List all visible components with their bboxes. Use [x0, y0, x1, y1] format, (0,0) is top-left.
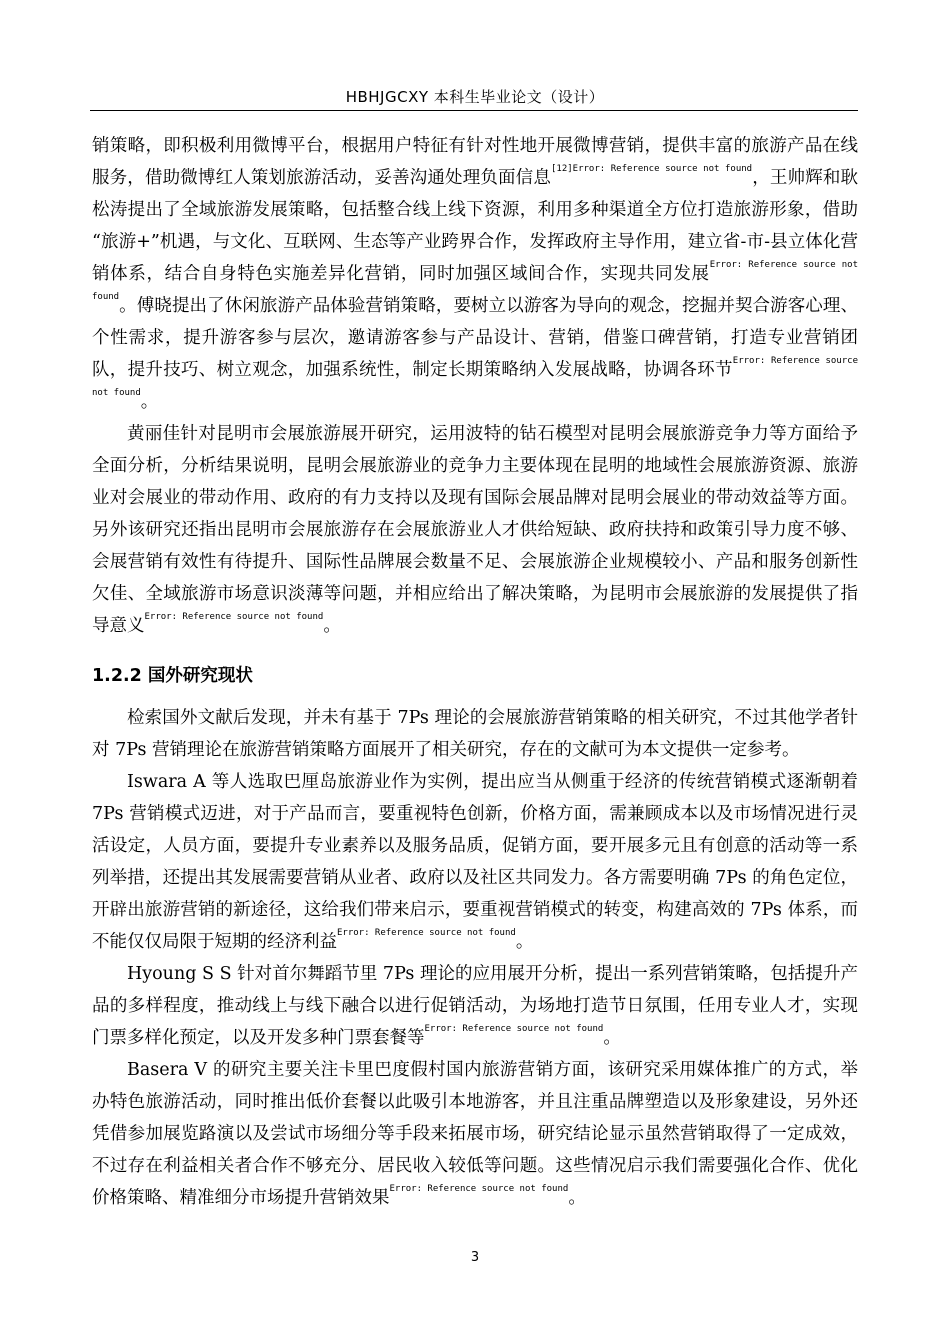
document-body	[92, 130, 858, 1214]
paragraph-text: 黄丽佳针对昆明市会展旅游展开研究，运用波特的钻石模型对昆明会展旅游竞争力等方面给予全面分析，分析结果说明，昆明会展旅游业的竞争力主要体现在昆明的地域性会展旅游资源、旅游业对会展业的带动作用、政府的有力支持以及现有国际会展品牌对昆明会展业的带动效益等方面。另外该研究还指出昆明市会展旅游存在会展旅游业人才供给短缺、政府扶持和政策引导力度不够、会展营销有效性有待提升、国际性品牌展会数量不足、会展旅游企业规模较小、产品和服务创新性欠佳、全域旅游市场意识淡薄等问题，并相应给出了解决策略，为昆明市会展旅游的发展提供了指导意义	[92, 424, 858, 636]
paragraph-text: Iswara A 等人选取巴厘岛旅游业作为实例，提出应当从侧重于经济的传统营销模式逐渐朝着 7Ps 营销模式迈进，对于产品而言，要重视特色创新，价格方面，需兼顾成本以及市场情况进行灵活设定，人员方面，要提升专业素养以及服务品质，促销方面，要开展多元且有创意的活动等一系列举措，还提出其发展需要营销从业者、政府以及社区共同发力。各方需要明确 7Ps 的角色定位，开辟出旅游营销的新途径，这给我们带来启示，要重视营销模式的转变，构建高效的 7Ps 体系，而不能仅仅局限于短期的经济利益	[92, 772, 858, 952]
paragraph-5	[92, 958, 858, 1054]
paragraph-3	[92, 702, 858, 766]
paragraph-1	[92, 130, 858, 418]
paragraph-text: 。傅晓提出了休闲旅游产品体验营销策略，要树立以游客为导向的观念，挖掘并契合游客心理、个性需求，提升游客参与层次，邀请游客参与产品设计、营销，借鉴口碑营销，打造专业营销团队，提升技巧、树立观念，加强系统性，制定长期策略纳入发展战略，协调各环节	[92, 296, 858, 380]
paragraph-text: Hyoung S S 针对首尔舞蹈节里 7Ps 理论的应用展开分析，提出一系列营销策略，包括提升产品的多样程度，推动线上与线下融合以进行促销活动，为场地打造节日氛围，任用专业人才，实现门票多样化预定，以及开发多种门票套餐等	[92, 964, 858, 1048]
paragraph-4	[92, 766, 858, 958]
citation-reference: Error: Reference source not found	[337, 928, 516, 938]
page-header: HBHJGCXY 本科生毕业论文（设计）	[345, 88, 605, 106]
citation-reference: Error: Reference source not found	[389, 1184, 569, 1194]
citation-reference: [12]Error: Reference source not found	[550, 164, 753, 174]
citation-reference: Error: Reference source not found	[144, 612, 324, 622]
citation-reference: Error: Reference source not found	[92, 260, 858, 302]
paragraph-text: ，王帅辉和耿松涛提出了全域旅游发展策略，包括整合线上线下资源，利用多种渠道全方位打造旅游形象，借助 “旅游+”机遇，与文化、互联网、生态等产业跨界合作，发挥政府主导作用，建立省-市-县立体化营销体系，结合自身特色实施差异化营销，同时加强区域间合作，实现共同发展	[92, 168, 859, 284]
paragraph-text: Basera V 的研究主要关注卡里巴度假村国内旅游营销方面，该研究采用媒体推广的方式，举办特色旅游活动，同时推出低价套餐以此吸引本地游客，并且注重品牌塑造以及形象建设，另外还凭借参加展览路演以及尝试市场细分等手段来拓展市场，研究结论显示虽然营销取得了一定成效，不过存在利益相关者合作不够充分、居民收入较低等问题。这些情况启示我们需要强化合作、优化价格策略、精准细分市场提升营销效果	[92, 1060, 858, 1208]
paragraph-6	[92, 1054, 858, 1214]
paragraph-2	[92, 418, 858, 642]
paragraph-text: 。	[323, 616, 341, 636]
paragraph-text: 。	[603, 1028, 621, 1048]
paragraph-text: 。	[568, 1188, 586, 1208]
header-rule	[90, 110, 858, 111]
page-number: 3	[470, 1250, 480, 1265]
paragraph-text: 销策略，即积极利用微博平台，根据用户特征有针对性地开展微博营销，提供丰富的旅游产品在线服务，借助微博红人策划旅游活动，妥善沟通处理负面信息	[92, 136, 858, 188]
paragraph-text: 。	[515, 932, 534, 952]
citation-reference: Error: Reference source not found	[92, 356, 859, 398]
paragraph-text: 检索国外文献后发现，并未有基于 7Ps 理论的会展旅游营销策略的相关研究，不过其他学者针对 7Ps 营销理论在旅游营销策略方面展开了相关研究，存在的文献可为本文提供一定参考。	[92, 708, 858, 760]
citation-reference: Error: Reference source not found	[424, 1024, 604, 1034]
paragraph-text: 。	[140, 392, 159, 412]
section-heading: 1.2.2 国外研究现状	[92, 666, 253, 686]
